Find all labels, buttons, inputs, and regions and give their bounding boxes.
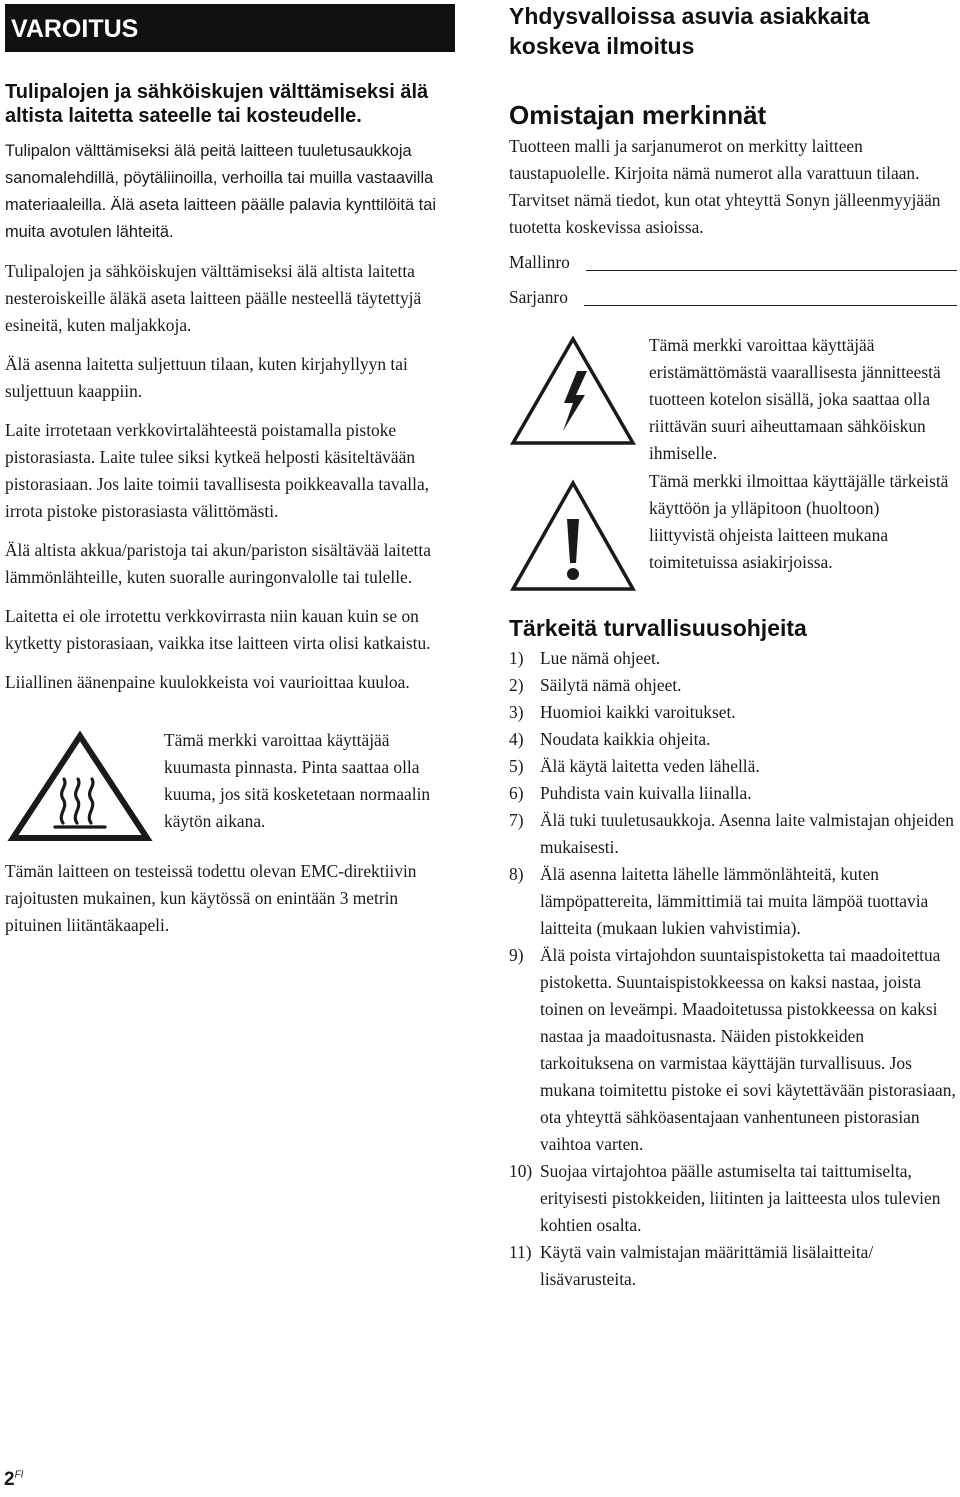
hearing-warning-paragraph: Liiallinen äänenpaine kuulokkeista voi vaurioittaa kuuloa. (5, 672, 410, 692)
mains-paragraph: Laitetta ei ole irrotettu verkkovirrasta niin kauan kuin se on kytketty pistorasiaan, vaikka itse laitteen virta olisi katkaistu. (5, 606, 431, 653)
safety-item (509, 726, 957, 753)
hot-surface-warning-icon (5, 728, 155, 843)
fire-warning-paragraph: Tulipalon välttämiseksi älä peitä laitteen tuuletusaukkoja sanomalehdillä, pöytäliinoilla, verhoilla tai muilla vastaavilla materiaaleilla. Älä aseta laitteen päälle palavia kynttilöitä tai muita avotulen lähteitä. (5, 142, 436, 241)
safety-item-number: 11) (509, 1242, 532, 1262)
safety-item (509, 942, 957, 1158)
serial-number-line (584, 304, 957, 306)
lightning-symbol-block (509, 333, 957, 467)
safety-item-text: Älä asenna laitetta lähelle lämmönlähteitä, kuten lämpöpattereita, lämmittimiä tai muita lämpöä tuottavia laitteita (mukaan lukien vahvistimia). (540, 864, 929, 938)
serial-number-field (509, 284, 957, 311)
liquid-warning-paragraph: Tulipalojen ja sähköiskujen välttämiseksi älä altista laitetta nesteroiskeille äläkä aseta laitteen päälle nesteellä täytettyjä esineitä, kuten maljakkoja. (5, 261, 422, 335)
safety-item-number: 9) (509, 945, 524, 965)
safety-item-number: 1) (509, 648, 524, 668)
page-number: $2^{FI}$ (4, 1469, 24, 1490)
safety-item-number: 4) (509, 729, 524, 749)
exclamation-symbol-block (509, 469, 957, 594)
safety-item (509, 807, 957, 861)
exclamation-note: Tämä merkki ilmoittaa käyttäjälle tärkeistä käyttöön ja ylläpitoon (huoltoon) liittyvistä ohjeista laitteen mukana toimitetuissa asiakirjoissa. (649, 471, 949, 572)
us-notice-heading: Yhdysvalloissa asuvia asiakkaita koskeva ilmoitus (509, 3, 870, 59)
safety-item (509, 699, 957, 726)
safety-item-number: 6) (509, 783, 524, 803)
safety-item (509, 753, 957, 780)
owner-record-heading: Omistajan merkinnät (509, 100, 767, 130)
safety-item-text: Älä käytä laitetta veden lähellä. (540, 756, 760, 776)
safety-item-number: 7) (509, 810, 524, 830)
lightning-note: Tämä merkki varoittaa käyttäjää eristämättömästä vaarallisesta jännitteestä tuotteen kotelon sisällä, joka saattaa olla riittävän suuri aiheuttamaan sähköiskun ihmiselle. (649, 335, 941, 463)
safety-item-text: Suojaa virtajohtoa päälle astumiselta tai taittumiselta, erityisesti pistokkeiden, liitinten ja laitteesta ulos tulevien kohtien osalta. (540, 1161, 941, 1235)
safety-item (509, 780, 957, 807)
lightning-warning-icon (509, 333, 639, 449)
hot-surface-note: Tämä merkki varoittaa käyttäjää kuumasta pinnasta. Pinta saattaa olla kuuma, jos sitä kosketetaan normaalin käytön aikana. (164, 730, 431, 831)
safety-item (509, 861, 957, 942)
warning-banner: VAROITUS (5, 4, 455, 52)
safety-instructions-list (509, 645, 957, 1293)
safety-item-number: 3) (509, 702, 524, 722)
safety-item-number: 8) (509, 864, 524, 884)
warning-subheading: Tulipalojen ja sähköiskujen välttämiseksi älä altista laitetta sateelle tai kosteudelle. (5, 81, 429, 127)
emc-note: Tämän laitteen on testeissä todettu olevan EMC-direktiivin rajoitusten mukainen, kun käytössä on enintään 3 metrin pituinen liitäntäkaapeli. (5, 861, 417, 935)
safety-item (509, 1239, 957, 1293)
safety-item (509, 645, 957, 672)
exclamation-warning-icon (509, 469, 639, 594)
left-column (5, 4, 455, 939)
disconnect-paragraph: Laite irrotetaan verkkovirtalähteestä poistamalla pistoke pistorasiasta. Laite tulee siksi kytkeä helposti käsiteltävään pistorasiaan. Jos laite toimii tavallisesta poikkeavalla tavalla, irrota pistoke pistorasiasta välittömästi. (5, 420, 430, 521)
safety-item-text: Käytä vain valmistajan määrittämiä lisälaitteita/ lisävarusteita. (540, 1242, 874, 1289)
safety-item-text: Lue nämä ohjeet. (540, 648, 661, 668)
safety-item-number: 5) (509, 756, 524, 776)
safety-item-text: Säilytä nämä ohjeet. (540, 675, 682, 695)
safety-item-text: Älä tuki tuuletusaukkoja. Asenna laite valmistajan ohjeiden mukaisesti. (540, 810, 954, 857)
battery-warning-paragraph: Älä altista akkua/paristoja tai akun/pariston sisältävää laitetta lämmönlähteille, kuten suoralle auringonvalolle tai tulelle. (5, 540, 431, 587)
safety-item (509, 1158, 957, 1239)
safety-item-text: Älä poista virtajohdon suuntaispistoketta tai maadoitettua pistoketta. Suuntaispistokkeessa on kaksi nastaa, joista toinen on leveämpi. Maadoitetussa pistokkeessa on kaksi nastaa ja maadoitusnasta. Näiden pistokkeiden tarkoituksena on varmistaa käyttäjän turvallisuus. Jos mukana toimitettu pistoke ei sovi käytettävään pistorasiaan, ota yhteyttä sähköasentajaan vanhentuneen pistorasian vaihtoa varten. (540, 945, 956, 1154)
serial-number-label: Sarjanro (509, 287, 568, 307)
right-column (509, 0, 957, 1293)
model-number-field (509, 249, 957, 276)
safety-item-text: Noudata kaikkia ohjeita. (540, 729, 711, 749)
safety-item-text: Puhdista vain kuivalla liinalla. (540, 783, 752, 803)
model-number-label: Mallinro (509, 252, 570, 272)
hot-surface-block (5, 728, 455, 843)
enclosure-warning-paragraph: Älä asenna laitetta suljettuun tilaan, kuten kirjahyllyyn tai suljettuun kaappiin. (5, 354, 408, 401)
safety-item-number: 2) (509, 675, 524, 695)
model-number-line (586, 269, 957, 271)
safety-item (509, 672, 957, 699)
safety-heading: Tärkeitä turvallisuusohjeita (509, 615, 807, 641)
owner-record-text: Tuotteen malli ja sarjanumerot on merkitty laitteen taustapuolelle. Kirjoita nämä numerot alla varattuun tilaan. Tarvitset nämä tiedot, kun otat yhteyttä Sonyn jälleenmyyjään tuotetta koskevissa asioissa. (509, 136, 941, 237)
page-number-suffix: FI (14, 1469, 24, 1481)
safety-item-number: 10) (509, 1161, 533, 1181)
safety-item-text: Huomioi kaikki varoitukset. (540, 702, 736, 722)
